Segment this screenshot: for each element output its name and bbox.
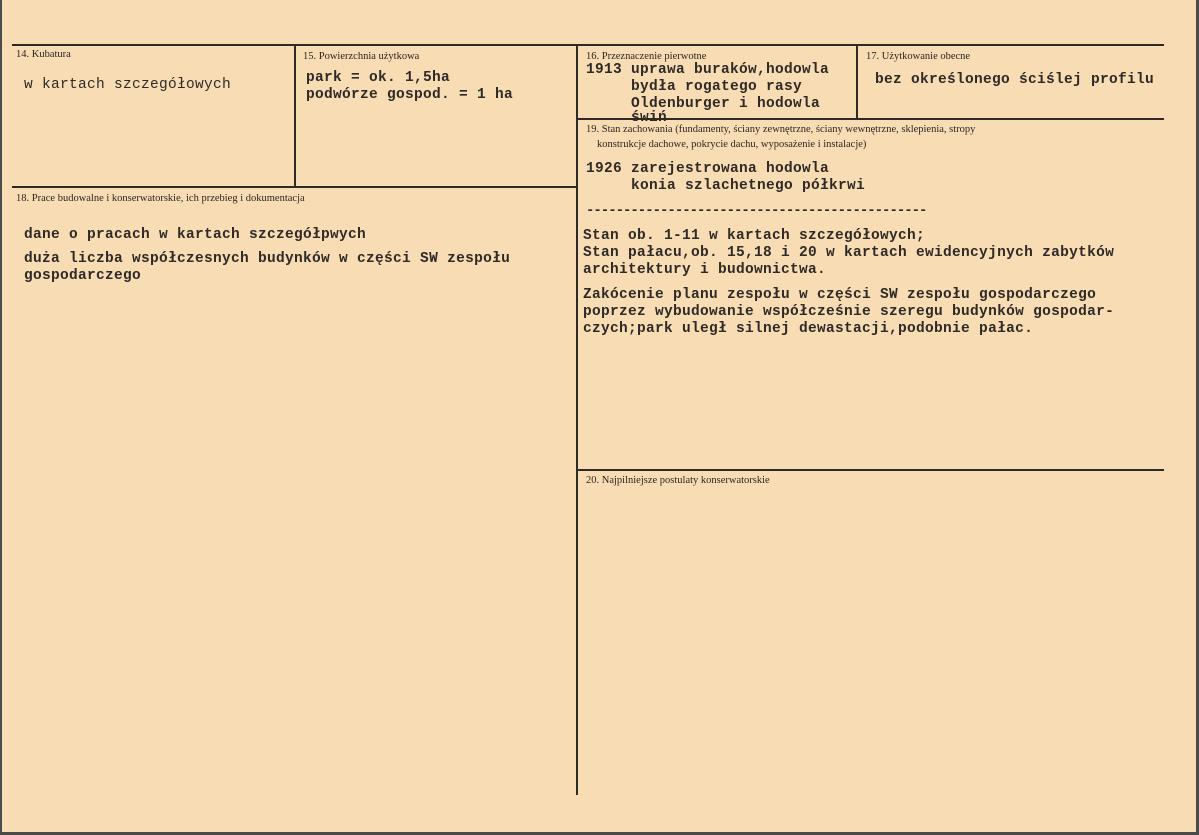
field-18-label: 18. Prace budowalne i konserwatorskie, ich przebieg i dokumentacja bbox=[16, 193, 305, 204]
field-19-note-line-3: czych;park uległ silnej dewastacji,podobnie pałac. bbox=[583, 321, 1034, 337]
field-19-state-line-2: Stan pałacu,ob. 15,18 i 20 w kartach ewidencyjnych zabytków bbox=[583, 245, 1115, 261]
field-19-label-line-1: 19. Stan zachowania (fundamenty, ściany zewnętrzne, ściany wewnętrzne, sklepienia, stropy bbox=[586, 124, 976, 135]
rule-under-14-15 bbox=[12, 186, 578, 188]
field-19-note-line-1: Zakócenie planu zespołu w części SW zespołu gospodarczego bbox=[583, 287, 1097, 303]
field-16-line-3: Oldenburger i hodowla bbox=[586, 96, 821, 112]
field-18-line-2: duża liczba współczesnych budynków w części SW zespołu bbox=[24, 251, 511, 267]
field-19-note-line-2: poprzez wybudowanie współcześnie szeregu budynków gospodar- bbox=[583, 304, 1115, 320]
field-19-entry-line-1: 1926 zarejestrowana hodowla bbox=[586, 161, 830, 177]
field-20-label: 20. Najpilniejsze postulaty konserwatorskie bbox=[586, 475, 770, 486]
field-15-line-1: park = ok. 1,5ha bbox=[306, 70, 451, 86]
top-rule bbox=[12, 44, 1164, 46]
field-14-label: 14. Kubatura bbox=[16, 49, 71, 60]
card-left-edge bbox=[0, 0, 2, 835]
field-19-state-line-3: architektury i budownictwa. bbox=[583, 262, 827, 278]
field-15-label: 15. Powierzchnia użytkowa bbox=[303, 51, 420, 62]
field-18-line-3: gospodarczego bbox=[24, 268, 142, 284]
field-16-line-4: świń bbox=[586, 110, 668, 126]
field-18-line-1: dane o pracach w kartach szczegółpwych bbox=[24, 227, 367, 243]
field-17-value: bez określonego ściślej profilu bbox=[875, 72, 1155, 88]
field-17-label: 17. Użytkowanie obecne bbox=[866, 51, 971, 62]
field-16-line-2: bydła rogatego rasy bbox=[586, 79, 803, 95]
field-16-line-1: 1913 uprawa buraków,hodowla bbox=[586, 62, 830, 78]
field-19-entry-line-2: konia szlachetnego półkrwi bbox=[586, 178, 866, 194]
field-14-value: w kartach szczegółowych bbox=[24, 77, 232, 93]
field-19-state-line-1: Stan ob. 1-11 w kartach szczegółowych; bbox=[583, 228, 926, 244]
field-19-separator: ---------------------------------------------- bbox=[586, 203, 927, 219]
main-vertical-divider bbox=[576, 45, 578, 795]
field-16-label: 16. Przeznaczenie pierwotne bbox=[586, 51, 707, 62]
field-19-label-line-2: konstrukcje dachowe, pokrycie dachu, wyposażenie i instalacje) bbox=[597, 139, 867, 150]
divider-14-15 bbox=[294, 45, 296, 187]
divider-16-17 bbox=[856, 45, 858, 119]
field-15-line-2: podwórze gospod. = 1 ha bbox=[306, 87, 514, 103]
rule-above-20 bbox=[578, 469, 1164, 471]
